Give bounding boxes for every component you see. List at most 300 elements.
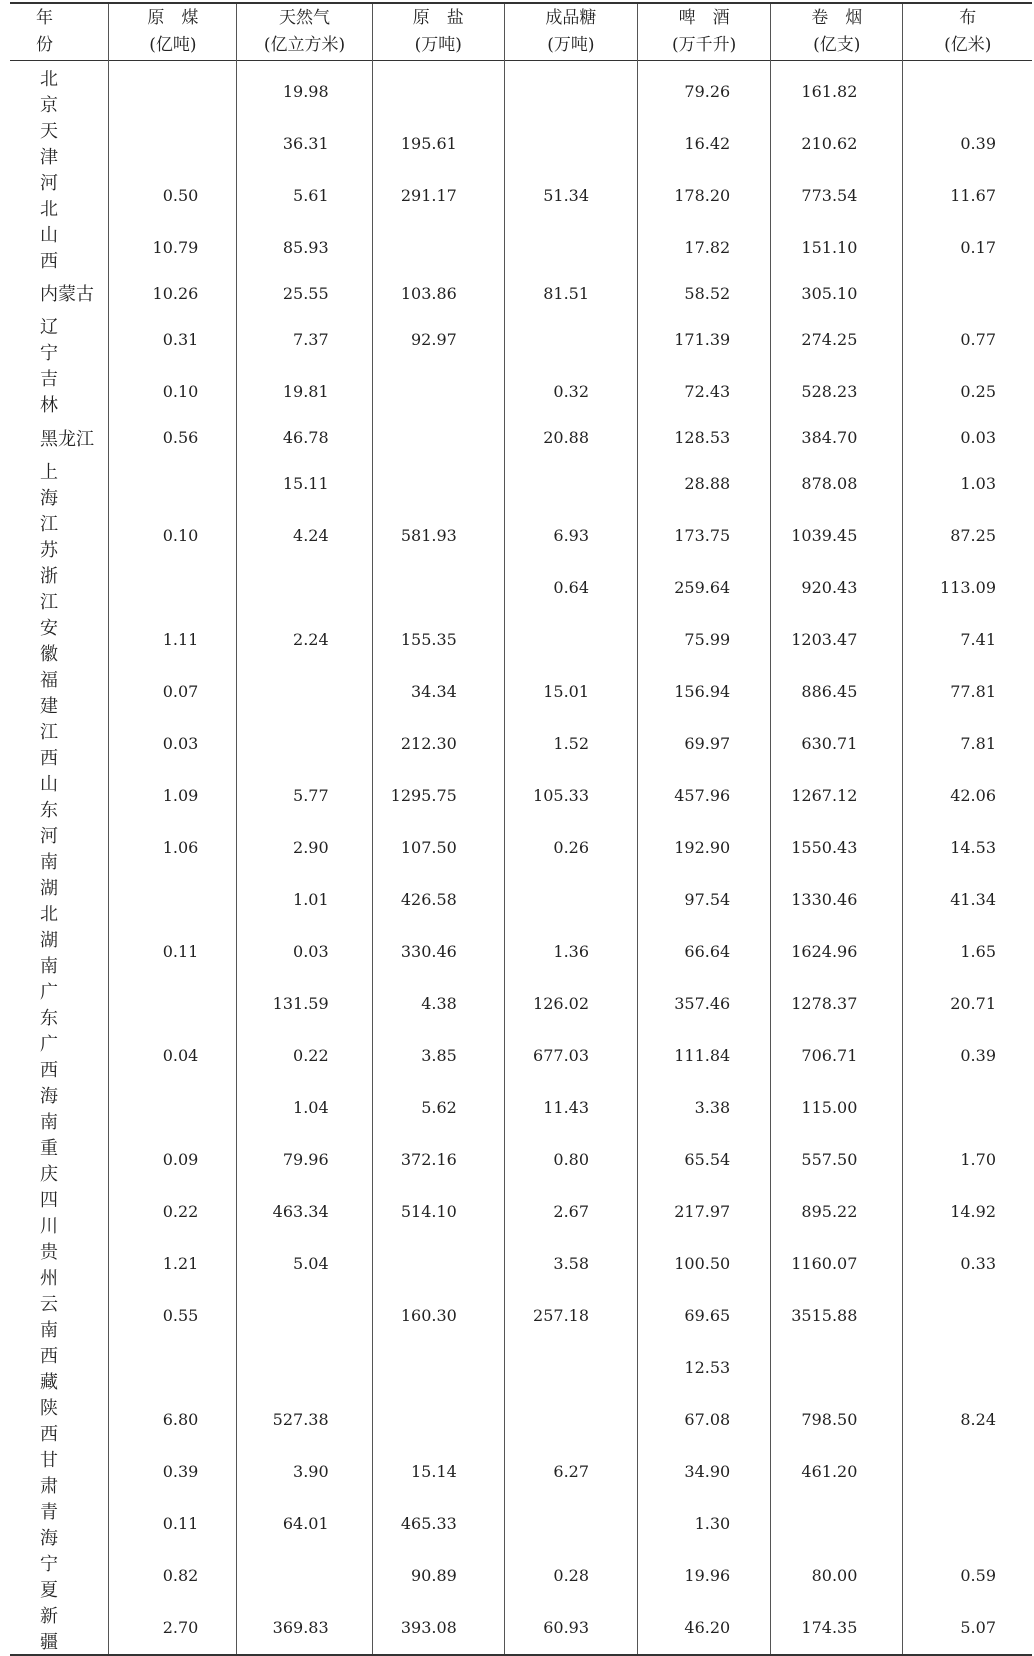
- cigarettes-value: 557.50: [771, 1134, 903, 1186]
- raw-coal-value: [109, 1342, 237, 1394]
- cloth-value: 7.81: [903, 718, 1032, 770]
- region-name: [10, 926, 109, 978]
- table-row: [10, 313, 1032, 365]
- cloth-value: [903, 1342, 1032, 1394]
- beer-value: 58.52: [638, 273, 771, 313]
- raw-salt-value: [372, 365, 504, 417]
- header-raw-coal-label: 原 煤: [147, 8, 199, 28]
- region-label: 山东: [40, 773, 76, 821]
- raw-coal-value: 0.10: [109, 510, 237, 562]
- raw-coal-value: [109, 978, 237, 1030]
- cloth-value: 11.67: [903, 169, 1032, 221]
- beer-value: 128.53: [638, 417, 771, 457]
- region-label: 天津: [40, 121, 76, 168]
- region-label: 北京: [40, 69, 76, 116]
- raw-coal-value: 6.80: [109, 1394, 237, 1446]
- refined-sugar-value: 1.52: [504, 718, 637, 770]
- refined-sugar-value: [504, 614, 637, 666]
- region-label: 云南: [40, 1293, 76, 1341]
- natural-gas-value: 3.90: [237, 1446, 372, 1498]
- cigarettes-value: 895.22: [771, 1186, 903, 1238]
- beer-value: 357.46: [638, 978, 771, 1030]
- header-cloth-label: 布: [959, 8, 977, 28]
- table-row: [10, 718, 1032, 770]
- region-name: [10, 666, 109, 718]
- raw-salt-value: [372, 61, 504, 118]
- refined-sugar-value: 11.43: [504, 1082, 637, 1134]
- natural-gas-value: 5.04: [237, 1238, 372, 1290]
- table-row: [10, 1342, 1032, 1394]
- table-row: [10, 1498, 1032, 1550]
- refined-sugar-value: 257.18: [504, 1290, 637, 1342]
- cloth-value: [903, 1290, 1032, 1342]
- cloth-value: [903, 61, 1032, 118]
- beer-value: 1.30: [638, 1498, 771, 1550]
- statistics-table: [10, 2, 1032, 1656]
- natural-gas-value: 19.81: [237, 365, 372, 417]
- region-name: [10, 417, 109, 457]
- region-label: 四川: [40, 1189, 76, 1237]
- header-region: [10, 3, 109, 61]
- raw-salt-value: 514.10: [372, 1186, 504, 1238]
- natural-gas-value: 25.55: [237, 273, 372, 313]
- beer-value: 34.90: [638, 1446, 771, 1498]
- region-label: 湖南: [40, 929, 76, 977]
- region-label: 浙江: [40, 565, 76, 613]
- raw-coal-value: 0.11: [109, 926, 237, 978]
- raw-salt-value: 330.46: [372, 926, 504, 978]
- natural-gas-value: 0.03: [237, 926, 372, 978]
- raw-coal-value: 0.11: [109, 1498, 237, 1550]
- beer-value: 69.65: [638, 1290, 771, 1342]
- cigarettes-value: 1330.46: [771, 874, 903, 926]
- region-label: 湖北: [40, 877, 76, 925]
- cigarettes-value: 1160.07: [771, 1238, 903, 1290]
- cloth-value: 5.07: [903, 1602, 1032, 1655]
- cigarettes-value: 151.10: [771, 221, 903, 273]
- beer-value: 178.20: [638, 169, 771, 221]
- refined-sugar-value: [504, 458, 637, 510]
- natural-gas-value: 15.11: [237, 458, 372, 510]
- region-name: [10, 1082, 109, 1134]
- region-label: 广东: [40, 981, 76, 1029]
- natural-gas-value: 36.31: [237, 117, 372, 169]
- refined-sugar-value: [504, 117, 637, 169]
- raw-salt-value: 155.35: [372, 614, 504, 666]
- natural-gas-value: 1.04: [237, 1082, 372, 1134]
- region-name: [10, 1446, 109, 1498]
- natural-gas-value: [237, 1290, 372, 1342]
- cigarettes-value: 161.82: [771, 61, 903, 118]
- cloth-value: [903, 1498, 1032, 1550]
- beer-value: 69.97: [638, 718, 771, 770]
- region-label: 贵州: [40, 1241, 76, 1289]
- region-name: [10, 117, 109, 169]
- header-refined-sugar-unit: (万吨): [547, 35, 595, 55]
- raw-salt-value: 393.08: [372, 1602, 504, 1655]
- region-name: [10, 1290, 109, 1342]
- raw-coal-value: 1.06: [109, 822, 237, 874]
- region-label: 广西: [40, 1033, 76, 1081]
- raw-salt-value: [372, 1238, 504, 1290]
- table-row: [10, 978, 1032, 1030]
- refined-sugar-value: 51.34: [504, 169, 637, 221]
- table-row: [10, 666, 1032, 718]
- natural-gas-value: 19.98: [237, 61, 372, 118]
- table-row: [10, 1394, 1032, 1446]
- beer-value: 173.75: [638, 510, 771, 562]
- cloth-value: 42.06: [903, 770, 1032, 822]
- refined-sugar-value: [504, 313, 637, 365]
- beer-value: 28.88: [638, 458, 771, 510]
- region-label: 福建: [40, 669, 76, 717]
- cloth-value: 0.33: [903, 1238, 1032, 1290]
- raw-coal-value: [109, 874, 237, 926]
- cloth-value: 20.71: [903, 978, 1032, 1030]
- raw-coal-value: 0.07: [109, 666, 237, 718]
- raw-salt-value: 372.16: [372, 1134, 504, 1186]
- header-raw-salt-label: 原 盐: [412, 8, 464, 28]
- region-label: 江西: [40, 721, 76, 769]
- raw-coal-value: 0.31: [109, 313, 237, 365]
- raw-salt-value: 195.61: [372, 117, 504, 169]
- raw-coal-value: [109, 117, 237, 169]
- cloth-value: [903, 1082, 1032, 1134]
- cloth-value: 1.65: [903, 926, 1032, 978]
- raw-coal-value: 1.11: [109, 614, 237, 666]
- cigarettes-value: [771, 1498, 903, 1550]
- header-cigarettes-unit: (亿支): [813, 35, 861, 55]
- table-row: [10, 1446, 1032, 1498]
- cigarettes-value: 706.71: [771, 1030, 903, 1082]
- raw-coal-value: [109, 1082, 237, 1134]
- cigarettes-value: 878.08: [771, 458, 903, 510]
- table-row: [10, 770, 1032, 822]
- table-row: [10, 1602, 1032, 1655]
- table-row: [10, 1238, 1032, 1290]
- raw-coal-value: 10.26: [109, 273, 237, 313]
- table-row: [10, 562, 1032, 614]
- raw-coal-value: 0.09: [109, 1134, 237, 1186]
- beer-value: 65.54: [638, 1134, 771, 1186]
- natural-gas-value: 7.37: [237, 313, 372, 365]
- region-label: 宁夏: [40, 1553, 76, 1601]
- cigarettes-value: 274.25: [771, 313, 903, 365]
- natural-gas-value: 79.96: [237, 1134, 372, 1186]
- cloth-value: 1.70: [903, 1134, 1032, 1186]
- natural-gas-value: 527.38: [237, 1394, 372, 1446]
- natural-gas-value: [237, 666, 372, 718]
- cigarettes-value: 1278.37: [771, 978, 903, 1030]
- cigarettes-value: 1267.12: [771, 770, 903, 822]
- cigarettes-value: 1550.43: [771, 822, 903, 874]
- raw-salt-value: 15.14: [372, 1446, 504, 1498]
- refined-sugar-value: 15.01: [504, 666, 637, 718]
- region-name: [10, 169, 109, 221]
- raw-coal-value: [109, 562, 237, 614]
- refined-sugar-value: 0.32: [504, 365, 637, 417]
- header-region-label: 年份: [36, 8, 73, 55]
- beer-value: 67.08: [638, 1394, 771, 1446]
- region-label: 甘肃: [40, 1449, 76, 1497]
- raw-coal-value: [109, 458, 237, 510]
- region-label: 江苏: [40, 513, 76, 561]
- region-label: 黑龙江: [40, 428, 94, 450]
- raw-coal-value: 1.09: [109, 770, 237, 822]
- region-name: [10, 614, 109, 666]
- refined-sugar-value: 2.67: [504, 1186, 637, 1238]
- refined-sugar-value: 0.28: [504, 1550, 637, 1602]
- raw-salt-value: 1295.75: [372, 770, 504, 822]
- refined-sugar-value: [504, 1342, 637, 1394]
- region-name: [10, 1602, 109, 1655]
- cigarettes-value: 80.00: [771, 1550, 903, 1602]
- beer-value: 3.38: [638, 1082, 771, 1134]
- refined-sugar-value: 6.93: [504, 510, 637, 562]
- region-name: [10, 1030, 109, 1082]
- region-label: 河北: [40, 173, 76, 220]
- refined-sugar-value: 20.88: [504, 417, 637, 457]
- table-row: [10, 61, 1032, 118]
- header-natural-gas: [237, 3, 372, 61]
- beer-value: 217.97: [638, 1186, 771, 1238]
- header-cloth: [903, 3, 1032, 61]
- beer-value: 79.26: [638, 61, 771, 118]
- raw-salt-value: 5.62: [372, 1082, 504, 1134]
- beer-value: 192.90: [638, 822, 771, 874]
- raw-coal-value: 0.56: [109, 417, 237, 457]
- header-raw-coal-unit: (亿吨): [149, 35, 197, 55]
- region-label: 新疆: [40, 1605, 76, 1653]
- cigarettes-value: 3515.88: [771, 1290, 903, 1342]
- cigarettes-value: 886.45: [771, 666, 903, 718]
- region-name: [10, 874, 109, 926]
- region-label: 西藏: [40, 1345, 76, 1393]
- header-beer-unit: (万千升): [671, 35, 737, 55]
- region-name: [10, 510, 109, 562]
- refined-sugar-value: 3.58: [504, 1238, 637, 1290]
- raw-salt-value: 426.58: [372, 874, 504, 926]
- refined-sugar-value: [504, 61, 637, 118]
- region-label: 海南: [40, 1085, 76, 1133]
- table-row: [10, 1290, 1032, 1342]
- raw-coal-value: 1.21: [109, 1238, 237, 1290]
- header-beer: [638, 3, 771, 61]
- raw-salt-value: 92.97: [372, 313, 504, 365]
- refined-sugar-value: 0.26: [504, 822, 637, 874]
- raw-salt-value: 107.50: [372, 822, 504, 874]
- cloth-value: 0.39: [903, 1030, 1032, 1082]
- cloth-value: 87.25: [903, 510, 1032, 562]
- raw-coal-value: 0.50: [109, 169, 237, 221]
- raw-coal-value: 10.79: [109, 221, 237, 273]
- table-header: [10, 3, 1032, 61]
- cigarettes-value: 305.10: [771, 273, 903, 313]
- raw-salt-value: [372, 1394, 504, 1446]
- header-beer-label: 啤 酒: [678, 8, 730, 28]
- cigarettes-value: [771, 1342, 903, 1394]
- cigarettes-value: 115.00: [771, 1082, 903, 1134]
- raw-salt-value: [372, 562, 504, 614]
- refined-sugar-value: 126.02: [504, 978, 637, 1030]
- natural-gas-value: 5.77: [237, 770, 372, 822]
- natural-gas-value: 4.24: [237, 510, 372, 562]
- table-row: [10, 822, 1032, 874]
- region-name: [10, 1342, 109, 1394]
- raw-salt-value: 103.86: [372, 273, 504, 313]
- refined-sugar-value: [504, 221, 637, 273]
- region-label: 辽宁: [40, 317, 76, 365]
- region-label: 安徽: [40, 617, 76, 665]
- cigarettes-value: 798.50: [771, 1394, 903, 1446]
- raw-salt-value: 212.30: [372, 718, 504, 770]
- refined-sugar-value: 81.51: [504, 273, 637, 313]
- table-row: [10, 417, 1032, 457]
- cloth-value: 0.03: [903, 417, 1032, 457]
- table-row: [10, 874, 1032, 926]
- cigarettes-value: 384.70: [771, 417, 903, 457]
- cloth-value: 7.41: [903, 614, 1032, 666]
- header-cigarettes: [771, 3, 903, 61]
- cigarettes-value: 461.20: [771, 1446, 903, 1498]
- cloth-value: 0.17: [903, 221, 1032, 273]
- natural-gas-value: [237, 718, 372, 770]
- raw-coal-value: [109, 61, 237, 118]
- table-row: [10, 273, 1032, 313]
- table-row: [10, 1186, 1032, 1238]
- beer-value: 259.64: [638, 562, 771, 614]
- region-label: 陕西: [40, 1397, 76, 1445]
- region-name: [10, 562, 109, 614]
- beer-value: 46.20: [638, 1602, 771, 1655]
- region-label: 吉林: [40, 369, 76, 417]
- table-body: [10, 61, 1032, 1655]
- raw-coal-value: 0.55: [109, 1290, 237, 1342]
- cigarettes-value: 1039.45: [771, 510, 903, 562]
- header-natural-gas-unit: (亿立方米): [263, 35, 346, 55]
- natural-gas-value: 369.83: [237, 1602, 372, 1655]
- raw-salt-value: [372, 417, 504, 457]
- cloth-value: 0.77: [903, 313, 1032, 365]
- header-cigarettes-label: 卷 烟: [811, 8, 863, 28]
- table-row: [10, 221, 1032, 273]
- region-name: [10, 365, 109, 417]
- natural-gas-value: [237, 562, 372, 614]
- refined-sugar-value: [504, 874, 637, 926]
- raw-salt-value: 581.93: [372, 510, 504, 562]
- raw-salt-value: 34.34: [372, 666, 504, 718]
- table-row: [10, 365, 1032, 417]
- region-name: [10, 273, 109, 313]
- table-row: [10, 458, 1032, 510]
- cloth-value: 0.25: [903, 365, 1032, 417]
- refined-sugar-value: 1.36: [504, 926, 637, 978]
- cigarettes-value: 773.54: [771, 169, 903, 221]
- table-row: [10, 510, 1032, 562]
- region-name: [10, 718, 109, 770]
- region-label: 河南: [40, 825, 76, 873]
- cloth-value: 8.24: [903, 1394, 1032, 1446]
- natural-gas-value: 463.34: [237, 1186, 372, 1238]
- cloth-value: 14.92: [903, 1186, 1032, 1238]
- raw-coal-value: 0.39: [109, 1446, 237, 1498]
- natural-gas-value: [237, 1342, 372, 1394]
- refined-sugar-value: 6.27: [504, 1446, 637, 1498]
- refined-sugar-value: 677.03: [504, 1030, 637, 1082]
- region-name: [10, 1238, 109, 1290]
- raw-salt-value: 3.85: [372, 1030, 504, 1082]
- cigarettes-value: 174.35: [771, 1602, 903, 1655]
- beer-value: 171.39: [638, 313, 771, 365]
- region-name: [10, 221, 109, 273]
- header-refined-sugar-label: 成品糖: [545, 8, 597, 28]
- table-row: [10, 117, 1032, 169]
- cloth-value: 0.59: [903, 1550, 1032, 1602]
- raw-salt-value: [372, 458, 504, 510]
- cloth-value: 0.39: [903, 117, 1032, 169]
- cigarettes-value: 1624.96: [771, 926, 903, 978]
- beer-value: 111.84: [638, 1030, 771, 1082]
- cloth-value: [903, 273, 1032, 313]
- header-cloth-unit: (亿米): [944, 35, 992, 55]
- table-row: [10, 1134, 1032, 1186]
- header-refined-sugar: [504, 3, 637, 61]
- raw-salt-value: 160.30: [372, 1290, 504, 1342]
- natural-gas-value: 1.01: [237, 874, 372, 926]
- refined-sugar-value: [504, 1498, 637, 1550]
- header-natural-gas-label: 天然气: [279, 8, 330, 28]
- cloth-value: 14.53: [903, 822, 1032, 874]
- region-label: 山西: [40, 225, 76, 272]
- region-name: [10, 1186, 109, 1238]
- region-name: [10, 978, 109, 1030]
- region-name: [10, 1134, 109, 1186]
- table-row: [10, 926, 1032, 978]
- region-label: 上海: [40, 461, 76, 509]
- region-label: 内蒙古: [40, 284, 94, 306]
- cigarettes-value: 210.62: [771, 117, 903, 169]
- natural-gas-value: 131.59: [237, 978, 372, 1030]
- natural-gas-value: 2.90: [237, 822, 372, 874]
- beer-value: 19.96: [638, 1550, 771, 1602]
- region-name: [10, 770, 109, 822]
- raw-salt-value: 90.89: [372, 1550, 504, 1602]
- cloth-value: 1.03: [903, 458, 1032, 510]
- region-name: [10, 1550, 109, 1602]
- beer-value: 97.54: [638, 874, 771, 926]
- region-name: [10, 61, 109, 118]
- region-name: [10, 1498, 109, 1550]
- cloth-value: 41.34: [903, 874, 1032, 926]
- natural-gas-value: 85.93: [237, 221, 372, 273]
- natural-gas-value: 5.61: [237, 169, 372, 221]
- header-raw-coal: [109, 3, 237, 61]
- cigarettes-value: 630.71: [771, 718, 903, 770]
- table-row: [10, 614, 1032, 666]
- raw-salt-value: 291.17: [372, 169, 504, 221]
- refined-sugar-value: [504, 1394, 637, 1446]
- cloth-value: [903, 1446, 1032, 1498]
- raw-salt-value: 4.38: [372, 978, 504, 1030]
- table-row: [10, 169, 1032, 221]
- cigarettes-value: 528.23: [771, 365, 903, 417]
- beer-value: 16.42: [638, 117, 771, 169]
- raw-coal-value: 0.22: [109, 1186, 237, 1238]
- header-raw-salt-unit: (万吨): [414, 35, 462, 55]
- raw-coal-value: 0.82: [109, 1550, 237, 1602]
- beer-value: 72.43: [638, 365, 771, 417]
- beer-value: 12.53: [638, 1342, 771, 1394]
